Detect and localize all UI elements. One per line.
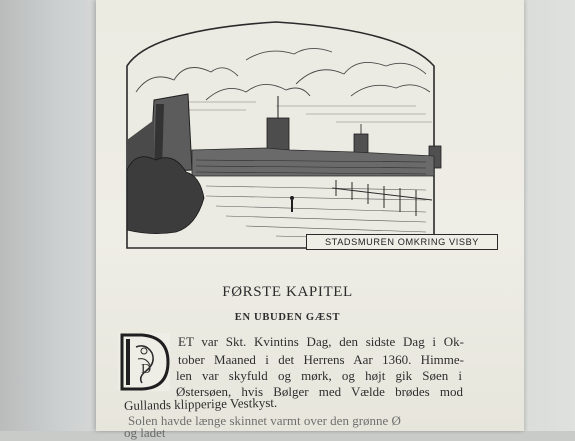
figure-caption: STADSMUREN OMKRING VISBY bbox=[306, 234, 498, 250]
dropcap-letter: D bbox=[140, 362, 152, 377]
background-right bbox=[522, 0, 575, 431]
text-line: Solen havde længe skinnet varmt over den grønne Ø bbox=[128, 413, 401, 428]
text-line: Gullands klipperige Vestkyst. bbox=[123, 394, 278, 413]
text-line: og ladet bbox=[124, 425, 166, 440]
chapter-title: FØRSTE KAPITEL bbox=[222, 284, 353, 300]
text-line: tober Maaned i det Herrens Aar 1360. Himme- bbox=[178, 352, 464, 367]
background-left bbox=[0, 0, 96, 431]
text-line: len var skyfuld og mørk, og højt gik Søen i bbox=[176, 368, 462, 383]
engraving-illustration bbox=[96, 0, 524, 260]
decorated-dropcap bbox=[116, 331, 172, 393]
text-line: ET var Skt. Kvintins Dag, den sidste Dag i Ok- bbox=[178, 334, 464, 349]
chapter-subtitle: EN UBUDEN GÆST bbox=[234, 312, 341, 323]
text-line: Østersøen, hvis Bølger med Vælde brødes mod bbox=[176, 384, 463, 399]
